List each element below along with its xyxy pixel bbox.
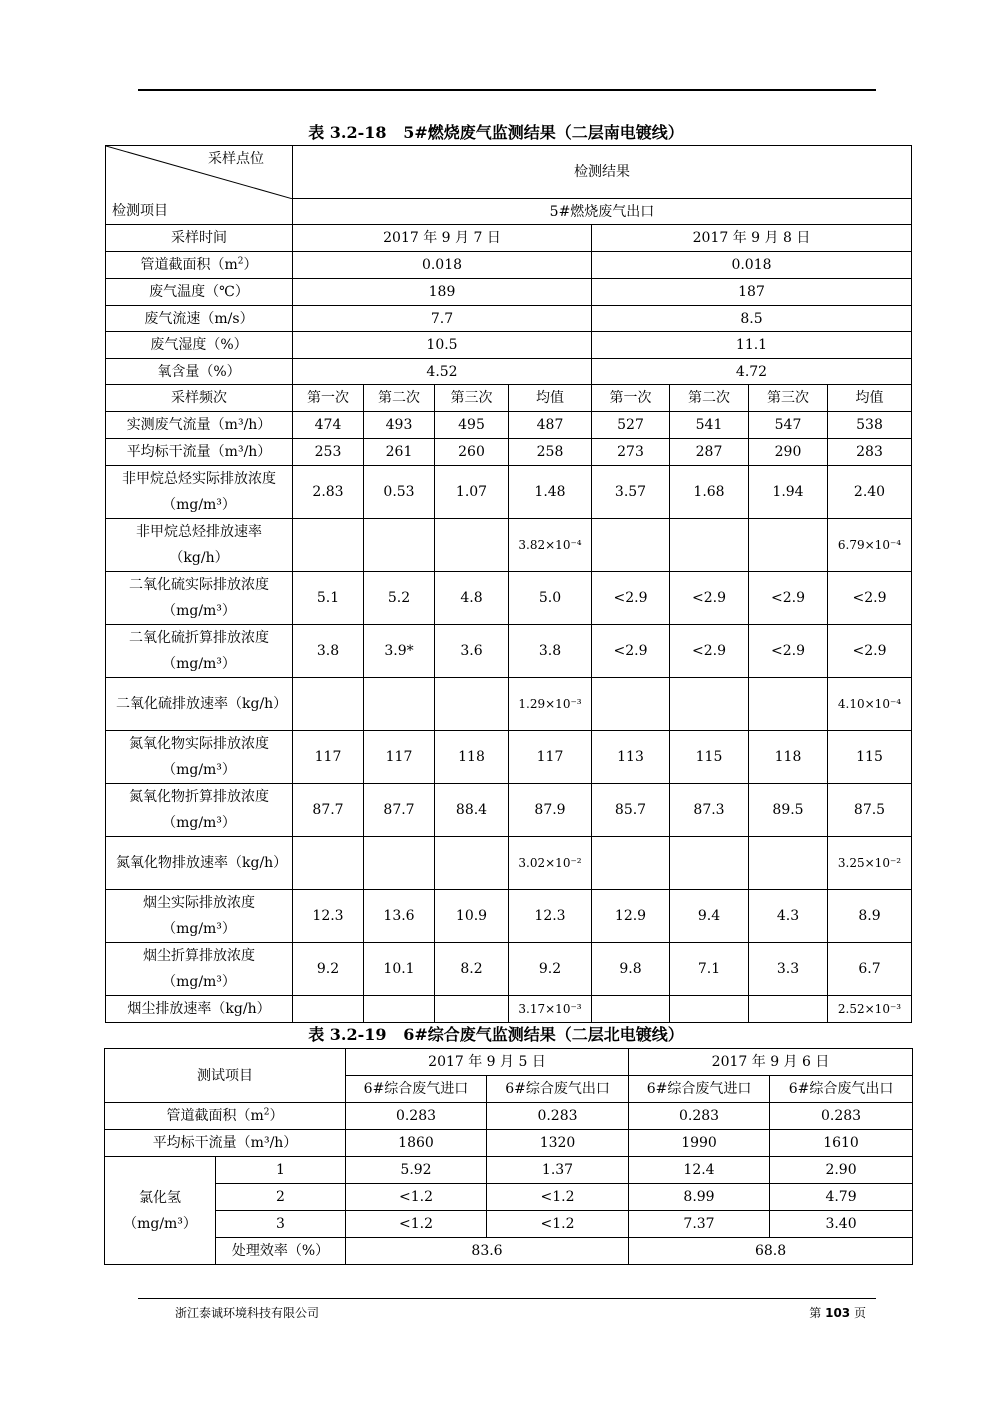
table2-col-header: 6#综合废气进口: [346, 1076, 487, 1103]
table2-area-value: 0.283: [487, 1103, 629, 1130]
table2-hcl-value: <1.2: [487, 1211, 629, 1238]
table1-cell: [670, 996, 749, 1023]
table1-cell: 3.9*: [364, 625, 435, 678]
table1-freq-cell: 第三次: [749, 385, 828, 412]
table1-caption-title: 5#燃烧废气监测结果（二层南电镀线）: [403, 123, 684, 142]
table2-date2: 2017 年 9 月 6 日: [629, 1049, 913, 1076]
table1-cell: [364, 837, 435, 890]
table1-row: [106, 731, 912, 784]
table1-cell: [592, 519, 670, 572]
table2-area-value: 0.283: [629, 1103, 770, 1130]
table1-cell: 538: [828, 412, 912, 439]
table1-cell: 118: [749, 731, 828, 784]
table1-temp1: 189: [293, 279, 592, 306]
table1-speed2: 8.5: [592, 306, 912, 332]
table1-cell: [293, 519, 364, 572]
table1-cell: 118: [435, 731, 509, 784]
table1-cell: 3.02×10⁻²: [509, 837, 592, 890]
table1-cell: 3.82×10⁻⁴: [509, 519, 592, 572]
table1-row: [106, 996, 912, 1023]
table2-hcl-value: 7.37: [629, 1211, 770, 1238]
table1-result-header: 检测结果: [293, 146, 912, 199]
table1-cell: 87.9: [509, 784, 592, 837]
table1-cell: 6.79×10⁻⁴: [828, 519, 912, 572]
table1-cell: [364, 519, 435, 572]
table1-freq-cell: 均值: [509, 385, 592, 412]
header-rule: [138, 89, 876, 91]
table1-cell: 287: [670, 439, 749, 466]
table1-row: [106, 784, 912, 837]
table1-cell: 547: [749, 412, 828, 439]
table1-corner-top: 采样点位: [208, 151, 264, 167]
table1-body: [106, 412, 912, 1023]
table1-cell: 260: [435, 439, 509, 466]
table1-cell: 89.5: [749, 784, 828, 837]
table1-oxy2: 4.72: [592, 359, 912, 385]
table1-corner-bottom: 检测项目: [112, 203, 168, 219]
table1-cell: 10.9: [435, 890, 509, 943]
table1-cell: 258: [509, 439, 592, 466]
table1-caption-number: 表 3.2-18: [308, 123, 387, 142]
table1-freq-cell: 第一次: [592, 385, 670, 412]
table1-cell: [293, 996, 364, 1023]
table2-eff1: 83.6: [346, 1238, 629, 1265]
table1-cell: 5.0: [509, 572, 592, 625]
table1-cell: [435, 837, 509, 890]
table1-cell: 5.2: [364, 572, 435, 625]
table2-flow-label: 平均标干流量（m³/h）: [105, 1130, 346, 1157]
table1-row-label: 烟尘实际排放浓度（mg/m³）: [106, 890, 293, 943]
table1-cell: <2.9: [592, 625, 670, 678]
table1-row: [106, 466, 912, 519]
table1-cell: 13.6: [364, 890, 435, 943]
table2-area-label: 管道截面积$(m^2)$: [105, 1103, 346, 1130]
table1-cell: 9.8: [592, 943, 670, 996]
table1-cell: 273: [592, 439, 670, 466]
table2-hcl-name: 氯化氢: [139, 1189, 181, 1206]
table1-row: [106, 572, 912, 625]
table1-cell: 117: [364, 731, 435, 784]
table1-cell: 9.4: [670, 890, 749, 943]
table1-cell: 5.1: [293, 572, 364, 625]
table1-cell: 115: [828, 731, 912, 784]
table2-flow-value: 1990: [629, 1130, 770, 1157]
table1-freq-cell: 第二次: [364, 385, 435, 412]
table1-cell: [749, 996, 828, 1023]
table1-cell: 12.3: [293, 890, 364, 943]
table1-cell: 1.94: [749, 466, 828, 519]
table1-cell: 3.8: [293, 625, 364, 678]
table1-cell: <2.9: [828, 572, 912, 625]
table1-cell: 8.9: [828, 890, 912, 943]
table1-cell: 9.2: [509, 943, 592, 996]
table1-row-label: 烟尘排放速率（kg/h）: [106, 996, 293, 1023]
footer-page-pre: 第: [809, 1306, 822, 1320]
table1-cell: <2.9: [592, 572, 670, 625]
table1-cell: 3.17×10⁻³: [509, 996, 592, 1023]
table1-row-label: 非甲烷总烃实际排放浓度（mg/m³）: [106, 466, 293, 519]
table1-cell: 290: [749, 439, 828, 466]
table1-cell: [293, 837, 364, 890]
table1-freq-cell: 第一次: [293, 385, 364, 412]
table1-row-label: 二氧化硫折算排放浓度（mg/m³）: [106, 625, 293, 678]
table2-area-value: 0.283: [346, 1103, 487, 1130]
table1-freq-cell: 第三次: [435, 385, 509, 412]
table1-cell: 283: [828, 439, 912, 466]
table2-hcl-n: 3: [216, 1211, 346, 1238]
table2-hcl-value: 8.99: [629, 1184, 770, 1211]
table1-cell: [364, 996, 435, 1023]
table1-cell: 9.2: [293, 943, 364, 996]
table1-row-label: 平均标干流量（m³/h）: [106, 439, 293, 466]
table1-row-label: 烟尘折算排放浓度（mg/m³）: [106, 943, 293, 996]
footer-page: [809, 1304, 866, 1321]
table1-time-label: 采样时间: [106, 225, 293, 252]
table2-hcl-value: 2.90: [770, 1157, 913, 1184]
table1-row-label: 实测废气流量（m³/h）: [106, 412, 293, 439]
table2-col-header: 6#综合废气出口: [770, 1076, 913, 1103]
table1-cell: 3.3: [749, 943, 828, 996]
table1-cell: 261: [364, 439, 435, 466]
table1-cell: 474: [293, 412, 364, 439]
table1-speed1: 7.7: [293, 306, 592, 332]
table2-col-header: 6#综合废气出口: [487, 1076, 629, 1103]
table1-row: [106, 837, 912, 890]
table1-corner-cell: [106, 146, 293, 225]
table1-cell: 87.7: [364, 784, 435, 837]
table1-row: [106, 412, 912, 439]
table1-date2: 2017 年 9 月 8 日: [592, 225, 912, 252]
table2-hcl-value: 1.37: [487, 1157, 629, 1184]
table1-row: [106, 678, 912, 731]
table1-temp2: 187: [592, 279, 912, 306]
table1-cell: [670, 837, 749, 890]
table1-outlet-header: 5#燃烧废气出口: [293, 199, 912, 225]
footer-company: 浙江泰诚环境科技有限公司: [175, 1306, 320, 1320]
footer-page-post: 页: [853, 1306, 866, 1320]
table1-cell: [435, 519, 509, 572]
table1-cell: 495: [435, 412, 509, 439]
table1-oxy-label: 氧含量（%）: [106, 359, 293, 385]
table1-row-label: 氮氧化物实际排放浓度（mg/m³）: [106, 731, 293, 784]
table2-hcl-value: 5.92: [346, 1157, 487, 1184]
table1-cell: 2.40: [828, 466, 912, 519]
table2-caption-title: 6#综合废气监测结果（二层北电镀线）: [403, 1025, 684, 1044]
table1-cell: 493: [364, 412, 435, 439]
table1-oxy1: 4.52: [293, 359, 592, 385]
table1-cell: 6.7: [828, 943, 912, 996]
table1-cell: [293, 678, 364, 731]
table1-cell: 0.53: [364, 466, 435, 519]
table1-freq-cell: 第二次: [670, 385, 749, 412]
table1-cell: <2.9: [828, 625, 912, 678]
table1-cell: [435, 678, 509, 731]
table2-flow-value: 1320: [487, 1130, 629, 1157]
table2-hcl-value: 4.79: [770, 1184, 913, 1211]
table1-row: [106, 625, 912, 678]
table2: [104, 1048, 913, 1265]
table1-cell: 4.3: [749, 890, 828, 943]
table1-row-label: 氮氧化物排放速率（kg/h）: [106, 837, 293, 890]
table1-humid2: 11.1: [592, 332, 912, 359]
table1-row-label: 非甲烷总烃排放速率（kg/h）: [106, 519, 293, 572]
table1-cell: [670, 519, 749, 572]
footer-page-number: 103: [825, 1306, 851, 1320]
table1: [105, 145, 912, 1023]
table1-cell: 7.1: [670, 943, 749, 996]
table1-cell: 2.52×10⁻³: [828, 996, 912, 1023]
table2-area-value: 0.283: [770, 1103, 913, 1130]
table2-eff-label: 处理效率（%）: [216, 1238, 346, 1265]
table1-speed-label: 废气流速（m/s）: [106, 306, 293, 332]
table1-humid-label: 废气湿度（%）: [106, 332, 293, 359]
table1-date1: 2017 年 9 月 7 日: [293, 225, 592, 252]
table2-hcl-value: <1.2: [487, 1184, 629, 1211]
table1-cell: 3.8: [509, 625, 592, 678]
table2-eff2: 68.8: [629, 1238, 913, 1265]
table1-row-label: 二氧化硫实际排放浓度（mg/m³）: [106, 572, 293, 625]
table1-cell: <2.9: [670, 572, 749, 625]
table1-cell: 12.9: [592, 890, 670, 943]
table1-cell: 117: [293, 731, 364, 784]
table1-cell: [749, 519, 828, 572]
table1-cell: <2.9: [749, 572, 828, 625]
footer-rule: [138, 1298, 876, 1299]
table1-cell: 113: [592, 731, 670, 784]
table1-cell: 87.7: [293, 784, 364, 837]
table1-cell: [592, 837, 670, 890]
table1-cell: 3.57: [592, 466, 670, 519]
table1-cell: [364, 678, 435, 731]
table1-cell: 88.4: [435, 784, 509, 837]
table1-row-label: 二氧化硫排放速率（kg/h）: [106, 678, 293, 731]
table2-caption-number: 表 3.2-19: [308, 1025, 387, 1044]
table1-cell: [592, 996, 670, 1023]
table1-area-label: 管道截面积$(m^2)$: [106, 252, 293, 279]
table2-flow-value: 1860: [346, 1130, 487, 1157]
table1-cell: 541: [670, 412, 749, 439]
table1-cell: 4.8: [435, 572, 509, 625]
table1-cell: 85.7: [592, 784, 670, 837]
table1-area1: 0.018: [293, 252, 592, 279]
table1-cell: 1.07: [435, 466, 509, 519]
table1-row-label: 氮氧化物折算排放浓度（mg/m³）: [106, 784, 293, 837]
table2-hcl-value: <1.2: [346, 1211, 487, 1238]
table2-hcl-value: 3.40: [770, 1211, 913, 1238]
table2-hcl-n: 2: [216, 1184, 346, 1211]
table1-cell: 4.10×10⁻⁴: [828, 678, 912, 731]
table2-hcl-value: 12.4: [629, 1157, 770, 1184]
table2-date1: 2017 年 9 月 5 日: [346, 1049, 629, 1076]
table1-cell: 527: [592, 412, 670, 439]
table1-cell: 1.29×10⁻³: [509, 678, 592, 731]
table1-cell: 253: [293, 439, 364, 466]
table1-cell: <2.9: [670, 625, 749, 678]
table1-cell: 12.3: [509, 890, 592, 943]
table1-cell: [592, 678, 670, 731]
table2-hcl-unit: （mg/m³）: [123, 1215, 197, 1232]
table1-cell: 87.5: [828, 784, 912, 837]
table1-humid1: 10.5: [293, 332, 592, 359]
table1-cell: [749, 678, 828, 731]
table1-cell: 87.3: [670, 784, 749, 837]
table1-row: [106, 519, 912, 572]
table1-cell: [435, 996, 509, 1023]
table2-item-label: 测试项目: [105, 1049, 346, 1103]
table1-cell: 8.2: [435, 943, 509, 996]
table1-row: [106, 890, 912, 943]
table1-area2: 0.018: [592, 252, 912, 279]
table1-cell: 487: [509, 412, 592, 439]
table1-corner-diagonal: [106, 146, 293, 199]
table1-cell: 117: [509, 731, 592, 784]
table2-hcl-value: <1.2: [346, 1184, 487, 1211]
table1-cell: 1.68: [670, 466, 749, 519]
table1-cell: [670, 678, 749, 731]
table1-cell: 3.6: [435, 625, 509, 678]
table1-cell: 3.25×10⁻²: [828, 837, 912, 890]
table2-caption: [0, 1022, 992, 1045]
table1-row: [106, 943, 912, 996]
table2-hcl-label: [105, 1157, 216, 1265]
table1-freq-cell: 均值: [828, 385, 912, 412]
table1-cell: 1.48: [509, 466, 592, 519]
table2-hcl-n: 1: [216, 1157, 346, 1184]
table1-cell: 10.1: [364, 943, 435, 996]
table2-flow-value: 1610: [770, 1130, 913, 1157]
table1-cell: <2.9: [749, 625, 828, 678]
table1-freq-label: 采样频次: [106, 385, 293, 412]
table1-row: [106, 439, 912, 466]
table2-col-header: 6#综合废气进口: [629, 1076, 770, 1103]
table1-cell: [749, 837, 828, 890]
table1-temp-label: 废气温度（℃）: [106, 279, 293, 306]
table1-cell: 2.83: [293, 466, 364, 519]
table1-caption: [0, 120, 992, 143]
table1-cell: 115: [670, 731, 749, 784]
